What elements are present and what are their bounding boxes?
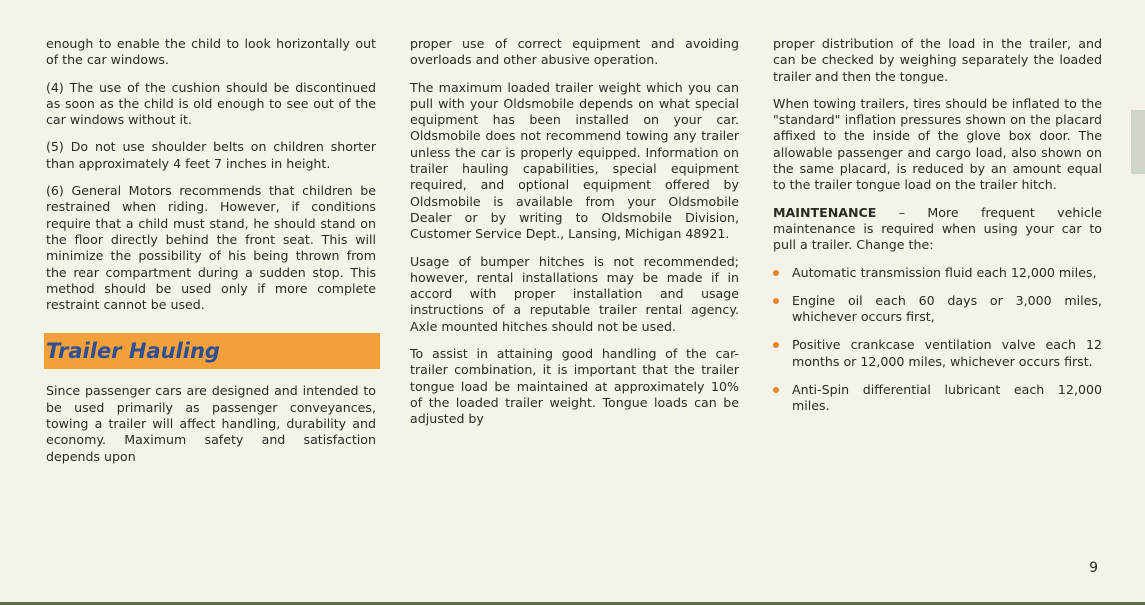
column-right <box>773 36 1102 427</box>
paragraph: (5) Do not use shoulder belts on children shorter than approximately 4 feet 7 inches in height. <box>46 139 376 171</box>
maintenance-paragraph <box>773 205 1102 254</box>
page-number: 9 <box>1089 560 1098 576</box>
column-left <box>46 36 376 476</box>
paragraph: (6) General Motors recommends that children be restrained when riding. However, if conditions require that a child must stand, he should stand on the floor directly behind the front seat. This will minimize the possibility of his being thrown from the rear compartment during a sudden stop. This method should be used only if more complete restraint cannot be used. <box>46 183 376 313</box>
maintenance-list <box>773 265 1102 415</box>
maintenance-label: MAINTENANCE <box>773 204 877 220</box>
list-item <box>773 382 1102 415</box>
list-item-text: Engine oil each 60 days or 3,000 miles, whichever occurs first, <box>792 292 1102 325</box>
paragraph: proper use of correct equipment and avoiding overloads and other abusive operation. <box>410 36 739 68</box>
section-heading: Trailer Hauling <box>44 333 380 369</box>
bullet-icon <box>773 387 779 393</box>
paragraph: Since passenger cars are designed and intended to be used primarily as passenger conveyances, towing a trailer will affect handling, durability and economy. Maximum safety and satisfaction depends upon <box>46 383 376 464</box>
list-item <box>773 293 1102 326</box>
list-item-text: Anti-Spin differential lubricant each 12,000 miles. <box>792 382 1102 414</box>
maintenance-text: – More frequent vehicle maintenance is required when using your car to pull a trailer. Change the: <box>773 204 1102 253</box>
list-item <box>773 337 1102 370</box>
bullet-icon <box>773 342 779 348</box>
section-tab <box>1131 110 1145 174</box>
list-item <box>773 265 1102 281</box>
column-middle <box>410 36 739 439</box>
paragraph: When towing trailers, tires should be inflated to the "standard" inflation pressures shown on the placard affixed to the inside of the glove box door. The allowable passenger and cargo load, also shown on the same placard, is reduced by an amount equal to the trailer tongue load on the trailer hitch. <box>773 95 1102 193</box>
bullet-icon <box>773 298 779 304</box>
paragraph: (4) The use of the cushion should be discontinued as soon as the child is old enough to see out of the car windows without it. <box>46 79 376 128</box>
paragraph: Usage of bumper hitches is not recommended; however, rental installations may be made if in accord with proper installation and usage instructions of a reputable trailer rental agency. Axle mounted hitches should not be used. <box>410 253 739 334</box>
list-item-text: Automatic transmission fluid each 12,000 miles, <box>792 264 1097 280</box>
paragraph: enough to enable the child to look horizontally out of the car windows. <box>46 36 376 68</box>
list-item-text: Positive crankcase ventilation valve each 12 months or 12,000 miles, whichever occurs first. <box>792 337 1102 369</box>
paragraph: The maximum loaded trailer weight which you can pull with your Oldsmobile depends on what special equipment has been installed on your car. Oldsmobile does not recommend towing any trailer unless the car is properly equipped. Information on trailer hauling capabilities, special equipment required, and optional equipment offered by Oldsmobile is available from your Oldsmobile Dealer or by writing to Oldsmobile Division, Customer Service Dept., Lansing, Michigan 48921. <box>410 79 739 242</box>
paragraph: To assist in attaining good handling of the car-trailer combination, it is important that the trailer tongue load be maintained at approximately 10% of the loaded trailer weight. Tongue loads can be adjusted by <box>410 346 739 427</box>
paragraph: proper distribution of the load in the trailer, and can be checked by weighing separately the loaded trailer and then the tongue. <box>773 36 1102 84</box>
bullet-icon <box>773 270 779 276</box>
